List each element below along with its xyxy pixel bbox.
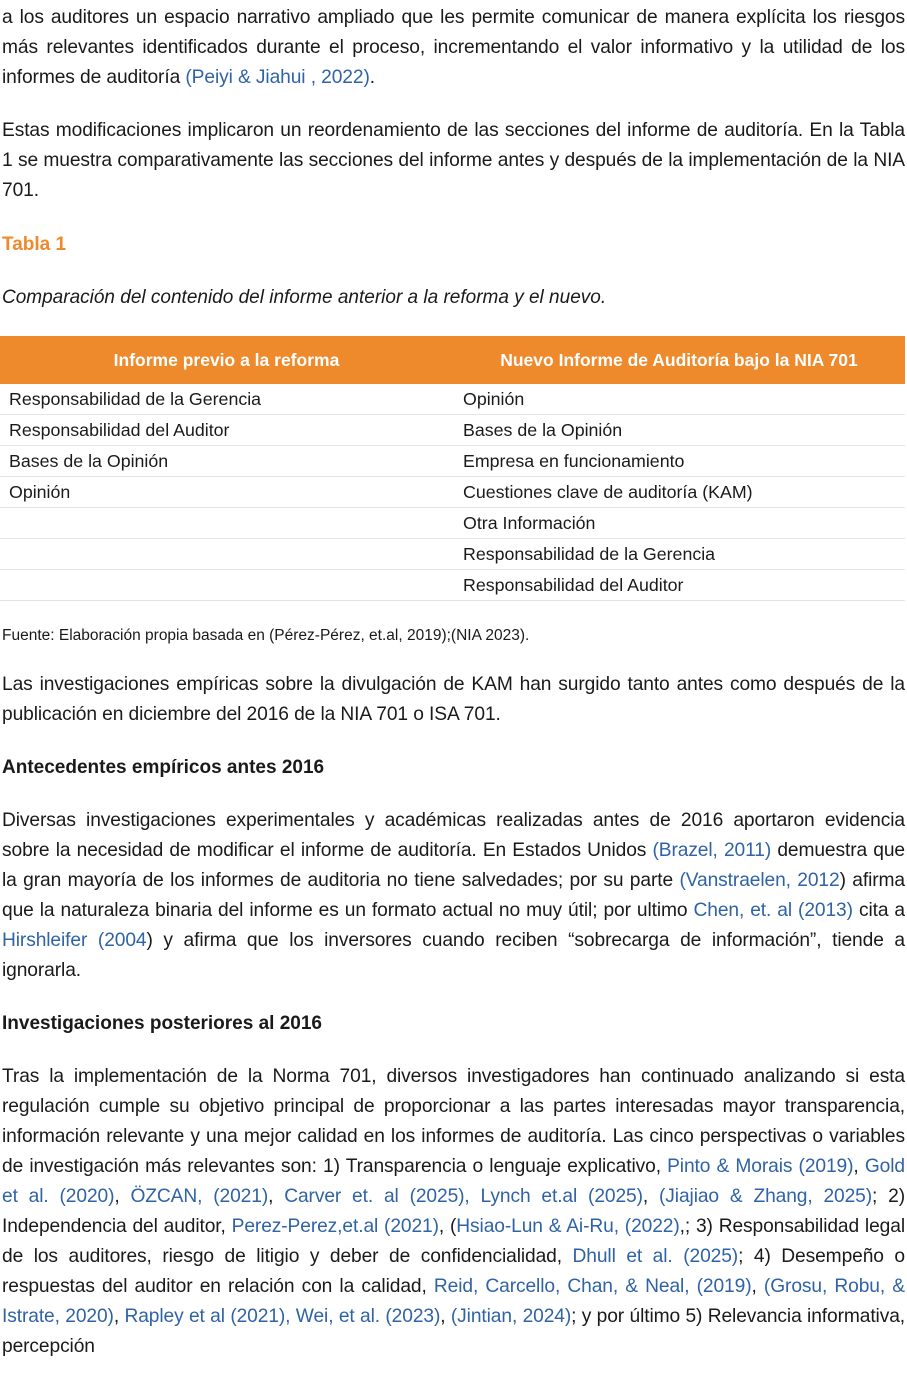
- table-source: Fuente: Elaboración propia basada en (Pérez-Pérez, et.al, 2019);(NIA 2023).: [2, 627, 530, 644]
- paragraph-table-intro: Estas modificaciones implicaron un reordenamiento de las secciones del informe de auditoría. En la Tabla 1 se muestra comparativamente las secciones del informe antes y después de la implementación de la NIA 701.: [2, 120, 905, 201]
- citation-link[interactable]: Hirshleifer (2004: [2, 930, 147, 951]
- table-cell: Empresa en funcionamiento: [453, 446, 905, 477]
- citation-link[interactable]: Gold et al. (2020): [2, 1156, 905, 1207]
- table-cell: Opinión: [0, 477, 453, 508]
- table-cell: Responsabilidad del Auditor: [453, 570, 905, 601]
- paragraph-text: Diversas investigaciones experimentales y académicas realizadas antes de 2016 aportaron evidencia sobre la necesidad de modificar el informe de auditoría. En Estados Unidos: [2, 810, 905, 861]
- table-cell: Bases de la Opinión: [453, 415, 905, 446]
- paragraph-text: ,: [642, 1186, 660, 1207]
- paragraph-text: ,: [751, 1276, 764, 1297]
- paragraph-text: ; y por último 5) Relevancia informativa, percepción: [2, 1306, 906, 1357]
- comparison-table: [0, 336, 905, 601]
- paragraph-text: ,: [114, 1186, 131, 1207]
- document-page: [0, 3, 907, 1374]
- table-cell: Bases de la Opinión: [0, 446, 453, 477]
- table-caption: Comparación del contenido del informe anterior a la reforma y el nuevo.: [2, 287, 607, 308]
- citation-link[interactable]: (Peiyi & Jiahui , 2022): [185, 67, 370, 88]
- table-header-new: Nuevo Informe de Auditoría bajo la NIA 701: [453, 336, 905, 384]
- paragraph-text: ; 4) Desempeño o respuestas del auditor en relación con la calidad,: [2, 1246, 905, 1297]
- paragraph-text: ,: [268, 1186, 285, 1207]
- paragraph-before-2016: [2, 806, 905, 986]
- table-cell: [0, 539, 453, 570]
- citation-link[interactable]: (Vanstraelen, 2012: [679, 870, 840, 891]
- table-row: [0, 539, 905, 570]
- paragraph-text: Tras la implementación de la Norma 701, diversos investigadores han continuado analizando si esta regulación cumple su objetivo principal de proporcionar a las partes interesadas mayor transparencia, información relevante y una mejor calidad en los informes de auditoría. Las cinco perspectivas o variables de investigación más relevantes son: 1) Transparencia o lenguaje explicativo,: [2, 1066, 905, 1177]
- table-cell: Otra Información: [453, 508, 905, 539]
- citation-link[interactable]: Hsiao-Lun & Ai-Ru, (2022): [456, 1216, 680, 1237]
- citation-link[interactable]: Rapley et al (2021), Wei, et al. (2023): [124, 1306, 441, 1327]
- citation-link[interactable]: ÖZCAN, (2021): [130, 1186, 269, 1207]
- paragraph-intro-end: .: [369, 67, 375, 88]
- table-cell: Opinión: [453, 384, 905, 415]
- table-header-previous: Informe previo a la reforma: [0, 336, 453, 384]
- citation-link[interactable]: Carver et. al (2025), Lynch et.al (2025): [284, 1186, 643, 1207]
- table-label: Tabla 1: [2, 234, 67, 255]
- table-cell: Cuestiones clave de auditoría (KAM): [453, 477, 905, 508]
- paragraph-text: ) afirma que la naturaleza binaria del informe es un formato actual no muy útil; por ultimo: [2, 870, 905, 921]
- table-row: [0, 446, 905, 477]
- table-row: [0, 477, 905, 508]
- table-row: [0, 415, 905, 446]
- table-cell: Responsabilidad de la Gerencia: [0, 384, 453, 415]
- section-heading-after-2016: Investigaciones posteriores al 2016: [2, 1013, 322, 1034]
- table-row: [0, 508, 905, 539]
- table-cell: Responsabilidad del Auditor: [0, 415, 453, 446]
- table-header-row: [0, 336, 905, 384]
- table-row: [0, 570, 905, 601]
- table-row: [0, 384, 905, 415]
- paragraph-text: ,: [853, 1156, 865, 1177]
- citation-link[interactable]: (Jiajiao & Zhang, 2025): [659, 1186, 873, 1207]
- citation-link[interactable]: (Grosu, Robu, & Istrate, 2020): [2, 1276, 905, 1327]
- citation-link[interactable]: Chen, et. al (2013): [693, 900, 853, 921]
- paragraph-text: , (: [438, 1216, 457, 1237]
- citation-link[interactable]: Reid, Carcello, Chan, & Neal, (2019): [433, 1276, 752, 1297]
- paragraph-empirical: Las investigaciones empíricas sobre la divulgación de KAM han surgido tanto antes como después de la publicación en diciembre del 2016 de la NIA 701 o ISA 701.: [2, 674, 905, 725]
- table-cell: [0, 570, 453, 601]
- citation-link[interactable]: Dhull et al. (2025): [572, 1246, 739, 1267]
- citation-link[interactable]: (Brazel, 2011): [652, 840, 772, 861]
- paragraph-text: demuestra que la gran mayoría de los informes de auditoria no tiene salvedades; por su parte: [2, 840, 905, 891]
- paragraph-text: ; 2) Independencia del auditor,: [2, 1186, 905, 1237]
- table-cell: [0, 508, 453, 539]
- citation-link[interactable]: Perez-Perez,et.al (2021): [231, 1216, 439, 1237]
- table-cell: Responsabilidad de la Gerencia: [453, 539, 905, 570]
- citation-link[interactable]: (Jintian, 2024): [450, 1306, 572, 1327]
- paragraph-text: ,; 3) Responsabilidad legal de los auditores, riesgo de litigio y deber de confidencialidad,: [2, 1216, 905, 1267]
- paragraph-text: cita a: [852, 900, 905, 921]
- paragraph-text: ,: [113, 1306, 125, 1327]
- paragraph-text: ,: [440, 1306, 451, 1327]
- section-heading-before-2016: Antecedentes empíricos antes 2016: [2, 757, 325, 778]
- paragraph-intro-text: a los auditores un espacio narrativo ampliado que les permite comunicar de manera explícita los riesgos más relevantes identificados durante el proceso, incrementando el valor informativo y la utilidad de los informes de auditoría: [2, 7, 905, 88]
- paragraph-after-2016: [2, 1062, 905, 1362]
- paragraph-text: ) y afirma que los inversores cuando reciben “sobrecarga de información”, tiende a ignorarla.: [2, 930, 905, 981]
- citation-link[interactable]: Pinto & Morais (2019): [667, 1156, 854, 1177]
- paragraph-intro: [2, 3, 905, 93]
